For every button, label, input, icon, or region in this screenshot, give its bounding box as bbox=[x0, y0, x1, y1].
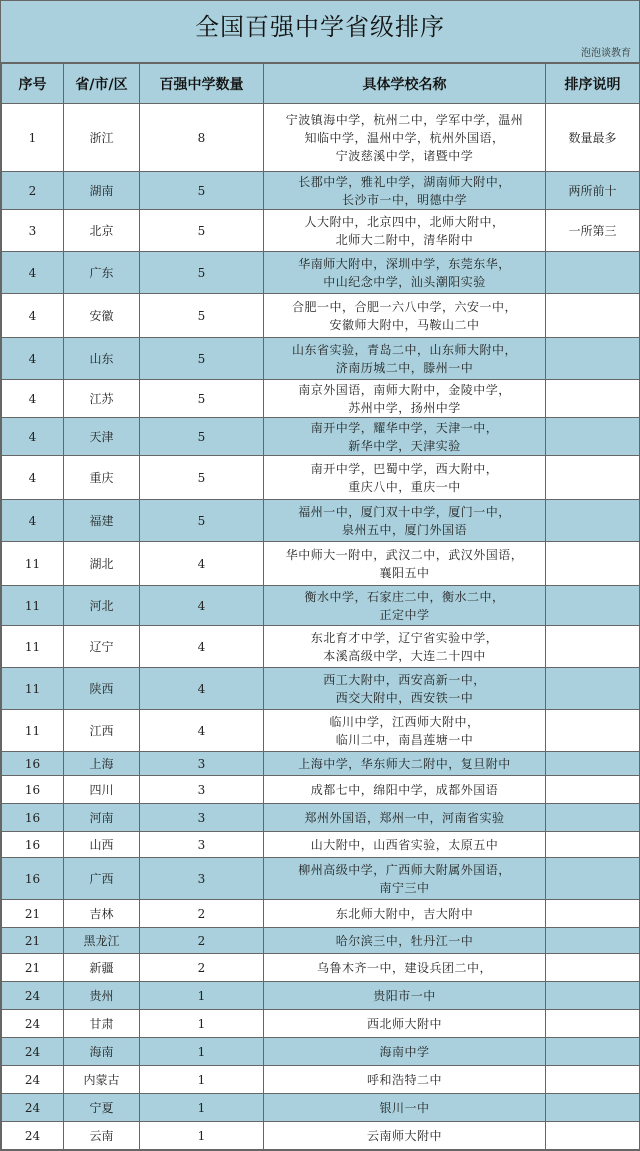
note-cell bbox=[546, 776, 640, 804]
schools-cell: 乌鲁木齐一中，建设兵团二中， bbox=[264, 954, 546, 982]
schools-cell: 海南中学 bbox=[264, 1038, 546, 1066]
note-cell bbox=[546, 804, 640, 832]
header-note: 排序说明 bbox=[546, 64, 640, 104]
table-row bbox=[2, 294, 640, 338]
count-cell: 1 bbox=[140, 1122, 264, 1150]
schools-cell: 西北师大附中 bbox=[264, 1010, 546, 1038]
rank-cell: 21 bbox=[2, 928, 64, 954]
province-cell: 广东 bbox=[64, 252, 140, 294]
note-cell bbox=[546, 900, 640, 928]
rank-cell: 24 bbox=[2, 1010, 64, 1038]
province-cell: 广西 bbox=[64, 858, 140, 900]
count-cell: 1 bbox=[140, 1038, 264, 1066]
count-cell: 5 bbox=[140, 252, 264, 294]
schools-cell: 郑州外国语，郑州一中，河南省实验 bbox=[264, 804, 546, 832]
note-cell bbox=[546, 710, 640, 752]
table-row bbox=[2, 500, 640, 542]
rank-cell: 16 bbox=[2, 858, 64, 900]
province-cell: 安徽 bbox=[64, 294, 140, 338]
count-cell: 5 bbox=[140, 418, 264, 456]
note-cell bbox=[546, 668, 640, 710]
table-row bbox=[2, 1122, 640, 1150]
table-row bbox=[2, 900, 640, 928]
province-cell: 河北 bbox=[64, 586, 140, 626]
table-row bbox=[2, 210, 640, 252]
schools-cell: 山东省实验，青岛二中，山东师大附中， 济南历城二中，滕州一中 bbox=[264, 338, 546, 380]
province-cell: 天津 bbox=[64, 418, 140, 456]
schools-cell: 成都七中，绵阳中学，成都外国语 bbox=[264, 776, 546, 804]
schools-cell: 柳州高级中学，广西师大附属外国语， 南宁三中 bbox=[264, 858, 546, 900]
note-cell bbox=[546, 542, 640, 586]
schools-cell: 哈尔滨三中，牡丹江一中 bbox=[264, 928, 546, 954]
ranking-table bbox=[1, 63, 640, 1150]
table-row bbox=[2, 586, 640, 626]
table-row bbox=[2, 1094, 640, 1122]
schools-cell: 上海中学，华东师大二附中，复旦附中 bbox=[264, 752, 546, 776]
count-cell: 2 bbox=[140, 928, 264, 954]
count-cell: 1 bbox=[140, 1010, 264, 1038]
table-row bbox=[2, 172, 640, 210]
schools-cell: 南开中学，耀华中学，天津一中， 新华中学，天津实验 bbox=[264, 418, 546, 456]
province-cell: 黑龙江 bbox=[64, 928, 140, 954]
table-row bbox=[2, 776, 640, 804]
table-row bbox=[2, 104, 640, 172]
table-row bbox=[2, 710, 640, 752]
count-cell: 5 bbox=[140, 380, 264, 418]
count-cell: 5 bbox=[140, 500, 264, 542]
count-cell: 5 bbox=[140, 338, 264, 380]
rank-cell: 11 bbox=[2, 710, 64, 752]
note-cell bbox=[546, 586, 640, 626]
province-cell: 内蒙古 bbox=[64, 1066, 140, 1094]
table-body bbox=[2, 104, 640, 1150]
province-cell: 湖南 bbox=[64, 172, 140, 210]
rank-cell: 24 bbox=[2, 1122, 64, 1150]
note-cell bbox=[546, 456, 640, 500]
province-cell: 陕西 bbox=[64, 668, 140, 710]
province-cell: 宁夏 bbox=[64, 1094, 140, 1122]
note-cell bbox=[546, 1094, 640, 1122]
count-cell: 4 bbox=[140, 626, 264, 668]
rank-cell: 21 bbox=[2, 900, 64, 928]
schools-cell: 华中师大一附中，武汉二中，武汉外国语， 襄阳五中 bbox=[264, 542, 546, 586]
province-cell: 甘肃 bbox=[64, 1010, 140, 1038]
note-cell bbox=[546, 1066, 640, 1094]
count-cell: 4 bbox=[140, 586, 264, 626]
schools-cell: 贵阳市一中 bbox=[264, 982, 546, 1010]
province-cell: 河南 bbox=[64, 804, 140, 832]
table-row bbox=[2, 858, 640, 900]
note-cell bbox=[546, 752, 640, 776]
note-cell bbox=[546, 1038, 640, 1066]
rank-cell: 4 bbox=[2, 456, 64, 500]
count-cell: 4 bbox=[140, 668, 264, 710]
header-schools: 具体学校名称 bbox=[264, 64, 546, 104]
table-header-row bbox=[2, 64, 640, 104]
province-cell: 重庆 bbox=[64, 456, 140, 500]
count-cell: 3 bbox=[140, 832, 264, 858]
schools-cell: 呼和浩特二中 bbox=[264, 1066, 546, 1094]
note-cell bbox=[546, 294, 640, 338]
count-cell: 3 bbox=[140, 804, 264, 832]
count-cell: 2 bbox=[140, 900, 264, 928]
province-cell: 云南 bbox=[64, 1122, 140, 1150]
note-cell bbox=[546, 380, 640, 418]
table-row bbox=[2, 1010, 640, 1038]
schools-cell: 山大附中，山西省实验，太原五中 bbox=[264, 832, 546, 858]
note-cell bbox=[546, 252, 640, 294]
header-province: 省/市/区 bbox=[64, 64, 140, 104]
province-cell: 北京 bbox=[64, 210, 140, 252]
province-cell: 四川 bbox=[64, 776, 140, 804]
table-row bbox=[2, 380, 640, 418]
count-cell: 1 bbox=[140, 982, 264, 1010]
rank-cell: 4 bbox=[2, 380, 64, 418]
rank-cell: 11 bbox=[2, 668, 64, 710]
province-cell: 海南 bbox=[64, 1038, 140, 1066]
header-count: 百强中学数量 bbox=[140, 64, 264, 104]
source-label: 泡泡谈教育 bbox=[581, 48, 631, 59]
schools-cell: 东北育才中学，辽宁省实验中学， 本溪高级中学，大连二十四中 bbox=[264, 626, 546, 668]
count-cell: 5 bbox=[140, 172, 264, 210]
count-cell: 1 bbox=[140, 1094, 264, 1122]
rank-cell: 4 bbox=[2, 418, 64, 456]
note-cell bbox=[546, 832, 640, 858]
table-row bbox=[2, 832, 640, 858]
header-rank: 序号 bbox=[2, 64, 64, 104]
table-row bbox=[2, 456, 640, 500]
rank-cell: 4 bbox=[2, 500, 64, 542]
province-cell: 辽宁 bbox=[64, 626, 140, 668]
schools-cell: 衡水中学，石家庄二中，衡水二中， 正定中学 bbox=[264, 586, 546, 626]
table-row bbox=[2, 542, 640, 586]
count-cell: 5 bbox=[140, 210, 264, 252]
rank-cell: 24 bbox=[2, 1066, 64, 1094]
rank-cell: 2 bbox=[2, 172, 64, 210]
table-row bbox=[2, 252, 640, 294]
province-cell: 山东 bbox=[64, 338, 140, 380]
table-row bbox=[2, 982, 640, 1010]
schools-cell: 合肥一中，合肥一六八中学，六安一中， 安徽师大附中，马鞍山二中 bbox=[264, 294, 546, 338]
count-cell: 1 bbox=[140, 1066, 264, 1094]
province-cell: 山西 bbox=[64, 832, 140, 858]
count-cell: 5 bbox=[140, 294, 264, 338]
province-cell: 福建 bbox=[64, 500, 140, 542]
page-title: 全国百强中学省级排序 bbox=[195, 13, 445, 41]
rank-cell: 24 bbox=[2, 1094, 64, 1122]
rank-cell: 16 bbox=[2, 776, 64, 804]
table-row bbox=[2, 804, 640, 832]
count-cell: 2 bbox=[140, 954, 264, 982]
province-cell: 江苏 bbox=[64, 380, 140, 418]
rank-cell: 4 bbox=[2, 294, 64, 338]
rank-cell: 4 bbox=[2, 338, 64, 380]
rank-cell: 16 bbox=[2, 832, 64, 858]
table-row bbox=[2, 626, 640, 668]
note-cell: 数量最多 bbox=[546, 104, 640, 172]
schools-cell: 华南师大附中，深圳中学，东莞东华， 中山纪念中学，汕头潮阳实验 bbox=[264, 252, 546, 294]
province-cell: 浙江 bbox=[64, 104, 140, 172]
count-cell: 4 bbox=[140, 710, 264, 752]
schools-cell: 南京外国语，南师大附中，金陵中学， 苏州中学，扬州中学 bbox=[264, 380, 546, 418]
province-cell: 上海 bbox=[64, 752, 140, 776]
table-row bbox=[2, 1038, 640, 1066]
count-cell: 3 bbox=[140, 858, 264, 900]
rank-cell: 21 bbox=[2, 954, 64, 982]
schools-cell: 长郡中学，雅礼中学，湖南师大附中， 长沙市一中，明德中学 bbox=[264, 172, 546, 210]
table-row bbox=[2, 418, 640, 456]
table-row bbox=[2, 928, 640, 954]
rank-cell: 16 bbox=[2, 804, 64, 832]
province-cell: 新疆 bbox=[64, 954, 140, 982]
note-cell bbox=[546, 1010, 640, 1038]
note-cell: 两所前十 bbox=[546, 172, 640, 210]
rank-cell: 4 bbox=[2, 252, 64, 294]
rank-cell: 24 bbox=[2, 982, 64, 1010]
rank-cell: 11 bbox=[2, 542, 64, 586]
note-cell bbox=[546, 954, 640, 982]
table-row bbox=[2, 752, 640, 776]
province-cell: 湖北 bbox=[64, 542, 140, 586]
schools-cell: 东北师大附中，吉大附中 bbox=[264, 900, 546, 928]
province-cell: 江西 bbox=[64, 710, 140, 752]
table-row bbox=[2, 1066, 640, 1094]
count-cell: 5 bbox=[140, 456, 264, 500]
count-cell: 3 bbox=[140, 752, 264, 776]
schools-cell: 福州一中，厦门双十中学，厦门一中， 泉州五中，厦门外国语 bbox=[264, 500, 546, 542]
rank-cell: 11 bbox=[2, 586, 64, 626]
note-cell bbox=[546, 500, 640, 542]
note-cell bbox=[546, 928, 640, 954]
note-cell bbox=[546, 626, 640, 668]
schools-cell: 南开中学，巴蜀中学，西大附中， 重庆八中，重庆一中 bbox=[264, 456, 546, 500]
note-cell bbox=[546, 338, 640, 380]
rank-cell: 16 bbox=[2, 752, 64, 776]
note-cell bbox=[546, 1122, 640, 1150]
schools-cell: 云南师大附中 bbox=[264, 1122, 546, 1150]
title-bar bbox=[1, 1, 639, 63]
count-cell: 4 bbox=[140, 542, 264, 586]
count-cell: 3 bbox=[140, 776, 264, 804]
schools-cell: 西工大附中，西安高新一中， 西交大附中，西安铁一中 bbox=[264, 668, 546, 710]
schools-cell: 人大附中，北京四中，北师大附中， 北师大二附中，清华附中 bbox=[264, 210, 546, 252]
note-cell: 一所第三 bbox=[546, 210, 640, 252]
province-cell: 贵州 bbox=[64, 982, 140, 1010]
note-cell bbox=[546, 982, 640, 1010]
schools-cell: 宁波镇海中学，杭州二中，学军中学，温州 知临中学，温州中学，杭州外国语， 宁波慈溪中学，诸暨中学 bbox=[264, 104, 546, 172]
rank-cell: 1 bbox=[2, 104, 64, 172]
rank-cell: 24 bbox=[2, 1038, 64, 1066]
table-row bbox=[2, 954, 640, 982]
rank-cell: 3 bbox=[2, 210, 64, 252]
table-row bbox=[2, 668, 640, 710]
table-row bbox=[2, 338, 640, 380]
note-cell bbox=[546, 858, 640, 900]
province-cell: 吉林 bbox=[64, 900, 140, 928]
rank-cell: 11 bbox=[2, 626, 64, 668]
note-cell bbox=[546, 418, 640, 456]
schools-cell: 临川中学，江西师大附中， 临川二中，南昌莲塘一中 bbox=[264, 710, 546, 752]
count-cell: 8 bbox=[140, 104, 264, 172]
schools-cell: 银川一中 bbox=[264, 1094, 546, 1122]
